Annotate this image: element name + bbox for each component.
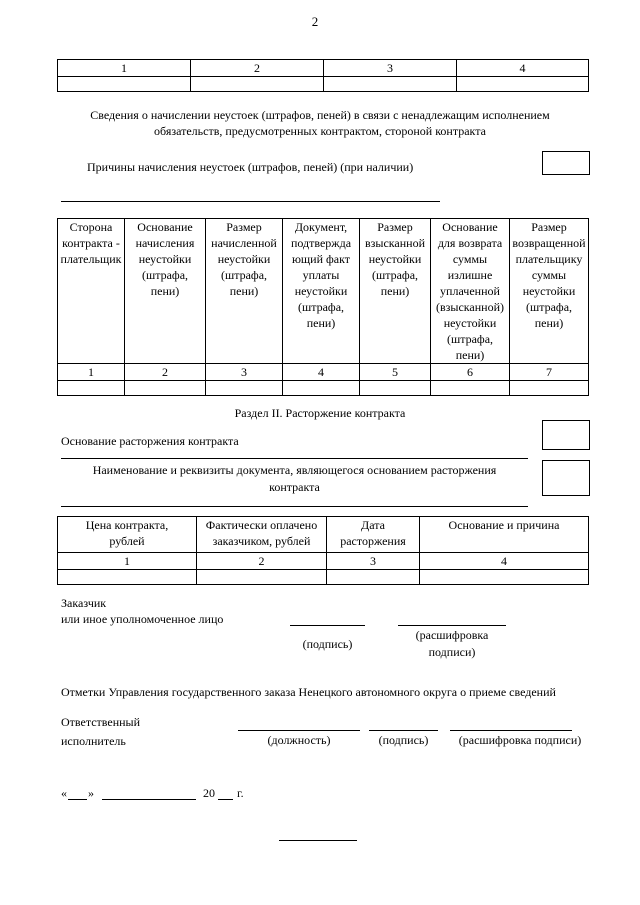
- responsible-label-line2: исполнитель: [61, 734, 126, 748]
- termination-header-cell: [197, 517, 327, 553]
- header-text-line: Дата: [361, 518, 385, 532]
- header-text-line: излишне: [447, 268, 493, 282]
- penalties-header-cell: [431, 219, 510, 364]
- header-text-line: (штрафа,: [446, 332, 494, 346]
- termination-header-cell: [327, 517, 420, 553]
- header-text-line: плательщику: [515, 252, 583, 266]
- table-row: [58, 553, 589, 570]
- customer-label-line2: или иное уполномоченное лицо: [61, 612, 224, 626]
- table-row: [58, 364, 589, 381]
- header-text-line: Размер: [377, 220, 413, 234]
- table-cell: [125, 381, 206, 396]
- table-cell: 7: [510, 364, 589, 381]
- table-cell: 2: [197, 553, 327, 570]
- table-cell: [283, 381, 360, 396]
- table-cell: [420, 570, 589, 585]
- termination-basis-underline[interactable]: [61, 458, 528, 459]
- responsible-label-line1: Ответственный: [61, 715, 141, 729]
- header-text-line: ющий факт: [291, 252, 351, 266]
- header-text-line: (штрафа,: [371, 268, 419, 282]
- table-cell: [191, 77, 324, 92]
- position-caption: (должность): [267, 733, 331, 747]
- table-cell: 4: [420, 553, 589, 570]
- termination-header-cell: [420, 517, 589, 553]
- table-row: [58, 570, 589, 585]
- reasons-code-box[interactable]: [542, 151, 590, 175]
- header-text-line: возвращенной: [512, 236, 586, 250]
- header-text-line: плательщик: [60, 252, 122, 266]
- date-month-line[interactable]: [102, 799, 196, 800]
- top-table: [57, 59, 589, 92]
- penalties-header-cell: [206, 219, 283, 364]
- termination-doc-underline[interactable]: [61, 506, 528, 507]
- header-text-line: пени): [229, 284, 259, 298]
- header-text-line: Основание: [442, 220, 498, 234]
- table-cell: [324, 77, 457, 92]
- penalties-header-cell: [360, 219, 431, 364]
- customer-decoding-caption-line2: подписи): [428, 645, 476, 659]
- table-cell: [58, 570, 197, 585]
- table-cell: 4: [457, 60, 589, 77]
- header-text-line: Размер: [226, 220, 262, 234]
- table-cell: 1: [58, 364, 125, 381]
- header-text-line: (штрафа,: [141, 268, 189, 282]
- table-cell: 3: [206, 364, 283, 381]
- header-text-line: пени): [150, 284, 180, 298]
- header-text-line: неустойки: [522, 284, 576, 298]
- penalties-heading-line2: обязательств, предусмотренных контрактом, стороной контракта: [154, 124, 486, 138]
- closing-separator: [279, 840, 357, 841]
- date-open-quote: «: [61, 786, 67, 800]
- table-cell: 2: [125, 364, 206, 381]
- table-cell: [457, 77, 589, 92]
- penalties-heading-line1: Сведения о начислении неустоек (штрафов, пеней) в связи с ненадлежащим исполнением: [90, 108, 550, 122]
- header-text-line: неустойки: [368, 252, 422, 266]
- position-line[interactable]: [238, 730, 360, 731]
- customer-decoding-caption-line1: (расшифровка: [415, 628, 489, 642]
- header-text-line: подтвержда: [290, 236, 352, 250]
- table-cell: 3: [324, 60, 457, 77]
- table-cell: 3: [327, 553, 420, 570]
- header-text-line: (взысканной): [435, 300, 505, 314]
- penalties-header-cell: [283, 219, 360, 364]
- header-text-line: заказчиком, рублей: [212, 534, 311, 548]
- table-cell: 6: [431, 364, 510, 381]
- table-header-row: [58, 517, 589, 553]
- header-text-line: (штрафа,: [297, 300, 345, 314]
- table-cell: 2: [191, 60, 324, 77]
- date-day-line[interactable]: [68, 799, 87, 800]
- header-text-line: (штрафа,: [525, 300, 573, 314]
- header-text-line: для возврата: [437, 236, 503, 250]
- date-year-prefix: 20: [203, 786, 215, 800]
- table-cell: [58, 381, 125, 396]
- header-text-line: Основание: [137, 220, 193, 234]
- header-text-line: взысканной: [364, 236, 426, 250]
- table-cell: [327, 570, 420, 585]
- termination-basis-label: Основание расторжения контракта: [61, 434, 239, 448]
- termination-table: [57, 516, 589, 585]
- table-cell: [510, 381, 589, 396]
- header-text-line: Сторона: [69, 220, 113, 234]
- date-close-quote: »: [88, 786, 94, 800]
- table-cell: 4: [283, 364, 360, 381]
- table-header-row: [58, 219, 589, 364]
- header-text-line: уплаченной: [440, 284, 500, 298]
- penalties-header-cell: [125, 219, 206, 364]
- header-text-line: суммы: [452, 252, 488, 266]
- decoding-caption: (расшифровка подписи): [458, 733, 582, 747]
- header-text-line: Цена контракта,: [85, 518, 169, 532]
- header-text-line: неустойки: [138, 252, 192, 266]
- header-text-line: Фактически оплачено: [205, 518, 318, 532]
- termination-header-cell: [58, 517, 197, 553]
- date-year-suffix: г.: [237, 786, 244, 800]
- termination-doc-code-box[interactable]: [542, 460, 590, 496]
- header-text-line: рублей: [109, 534, 145, 548]
- termination-basis-code-box[interactable]: [542, 420, 590, 450]
- header-text-line: пени): [534, 316, 564, 330]
- table-cell: 5: [360, 364, 431, 381]
- decoding-line[interactable]: [450, 730, 572, 731]
- table-cell: [360, 381, 431, 396]
- header-text-line: Размер: [531, 220, 567, 234]
- signature-caption: (подпись): [378, 733, 429, 747]
- table-cell: 1: [58, 60, 191, 77]
- header-text-line: неустойки: [294, 284, 348, 298]
- termination-doc-label-line2: контракта: [269, 480, 320, 494]
- table-row: [58, 381, 589, 396]
- header-text-line: расторжения: [340, 534, 406, 548]
- table-cell: [206, 381, 283, 396]
- penalties-table: [57, 218, 589, 396]
- customer-decoding-line[interactable]: [398, 625, 506, 626]
- customer-signature-line[interactable]: [290, 625, 365, 626]
- page-number: 2: [311, 14, 319, 29]
- table-cell: [58, 77, 191, 92]
- table-cell: [197, 570, 327, 585]
- section2-title: Раздел II. Расторжение контракта: [234, 406, 406, 420]
- header-text-line: контракта -: [62, 236, 120, 250]
- termination-doc-label-line1: Наименование и реквизиты документа, являющегося основанием расторжения: [92, 463, 497, 477]
- header-text-line: (штрафа,: [220, 268, 268, 282]
- reasons-label: Причины начисления неустоек (штрафов, пеней) (при наличии): [87, 160, 414, 174]
- header-text-line: неустойки: [217, 252, 271, 266]
- table-row: [58, 60, 589, 77]
- customer-label-line1: Заказчик: [61, 596, 107, 610]
- penalties-header-cell: [58, 219, 125, 364]
- office-marks-heading: Отметки Управления государственного заказа Ненецкого автономного округа о приеме сведений: [61, 685, 556, 699]
- header-text-line: Основание и причина: [448, 518, 560, 532]
- customer-signature-caption: (подпись): [302, 637, 353, 651]
- date-year-line[interactable]: [218, 799, 233, 800]
- reasons-underline[interactable]: [61, 201, 440, 202]
- header-text-line: начисления: [135, 236, 195, 250]
- signature-line[interactable]: [369, 730, 438, 731]
- header-text-line: пени): [455, 348, 485, 362]
- table-cell: 1: [58, 553, 197, 570]
- table-row: [58, 77, 589, 92]
- header-text-line: суммы: [531, 268, 567, 282]
- header-text-line: начисленной: [211, 236, 277, 250]
- header-text-line: уплаты: [302, 268, 340, 282]
- header-text-line: пени): [380, 284, 410, 298]
- penalties-header-cell: [510, 219, 589, 364]
- header-text-line: пени): [306, 316, 336, 330]
- header-text-line: Документ,: [294, 220, 348, 234]
- table-cell: [431, 381, 510, 396]
- header-text-line: неустойки: [443, 316, 497, 330]
